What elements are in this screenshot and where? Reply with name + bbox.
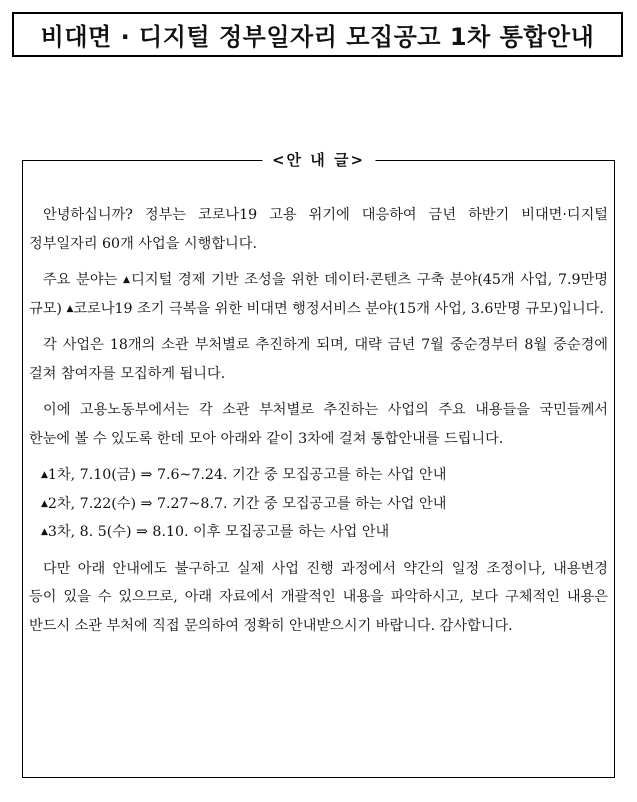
paragraph-closing: 다만 아래 안내에도 불구하고 실제 사업 진행 과정에서 약간의 일정 조정이나, 내용변경 등이 있을 수 있으므로, 아래 자료에서 개괄적인 내용을 파악하시고, 보다 구체적인 내용은 반드시 소관 부처에 직접 문의하여 정확히 안내받으시기 바랍니다. 감사합니다.	[29, 560, 608, 634]
triangle-up-icon: ▲	[66, 303, 74, 314]
schedule-item	[29, 518, 608, 547]
title-box	[12, 12, 623, 57]
schedule-item	[29, 461, 608, 490]
paragraph-fields	[29, 266, 608, 323]
paragraph-greeting: 안녕하십니까? 정부는 코로나19 고용 위기에 대응하여 금년 하반기 비대면·디지털 정부일자리 60개 사업을 시행합니다.	[29, 207, 608, 252]
schedule-text: 3차, 8. 5(수) ⇒ 8.10. 이후 모집공고를 하는 사업 안내	[47, 524, 390, 540]
triangle-up-icon: ▲	[41, 498, 48, 509]
triangle-up-icon: ▲	[123, 275, 132, 285]
fields-lead: 주요 분야는	[43, 272, 123, 288]
schedule-text: 2차, 7.22(수) ⇒ 7.27~8.7. 기간 중 모집공고를 하는 사업 안내	[47, 495, 447, 512]
schedule-list	[29, 461, 608, 547]
paragraph-ministries: 각 사업은 18개의 소관 부처별로 추진하게 되며, 대략 금년 7월 중순경부터 8월 중순경에 걸쳐 참여자를 모집하게 됩니다.	[29, 337, 608, 382]
schedule-item	[29, 490, 608, 519]
schedule-text: 1차, 7.10(금) ⇒ 7.6~7.24. 기간 중 모집공고를 하는 사업 안내	[47, 467, 447, 483]
fields-item-digital: 디지털 경제 기반 조성을 위한 데이터·콘텐츠 구축 분야(45개 사업, 7.9만명 규모)	[29, 272, 608, 317]
document-title: 비대면 · 디지털 정부일자리 모집공고 1차 통합안내	[40, 23, 595, 51]
triangle-up-icon: ▲	[41, 527, 48, 537]
notice-content	[29, 201, 608, 648]
paragraph-announcement: 이에 고용노동부에서는 각 소관 부처별로 추진하는 사업의 주요 내용들을 국민들께서 한눈에 볼 수 있도록 한데 모아 아래와 같이 3차에 걸쳐 통합안내를 드립니다.	[29, 402, 608, 447]
notice-heading: <안 내 글>	[262, 150, 375, 170]
fields-item-untact: 코로나19 조기 극복을 위한 비대면 행정서비스 분야(15개 사업, 3.6만명 규모)입니다.	[73, 300, 604, 317]
notice-frame	[22, 151, 615, 778]
triangle-up-icon: ▲	[41, 470, 48, 480]
